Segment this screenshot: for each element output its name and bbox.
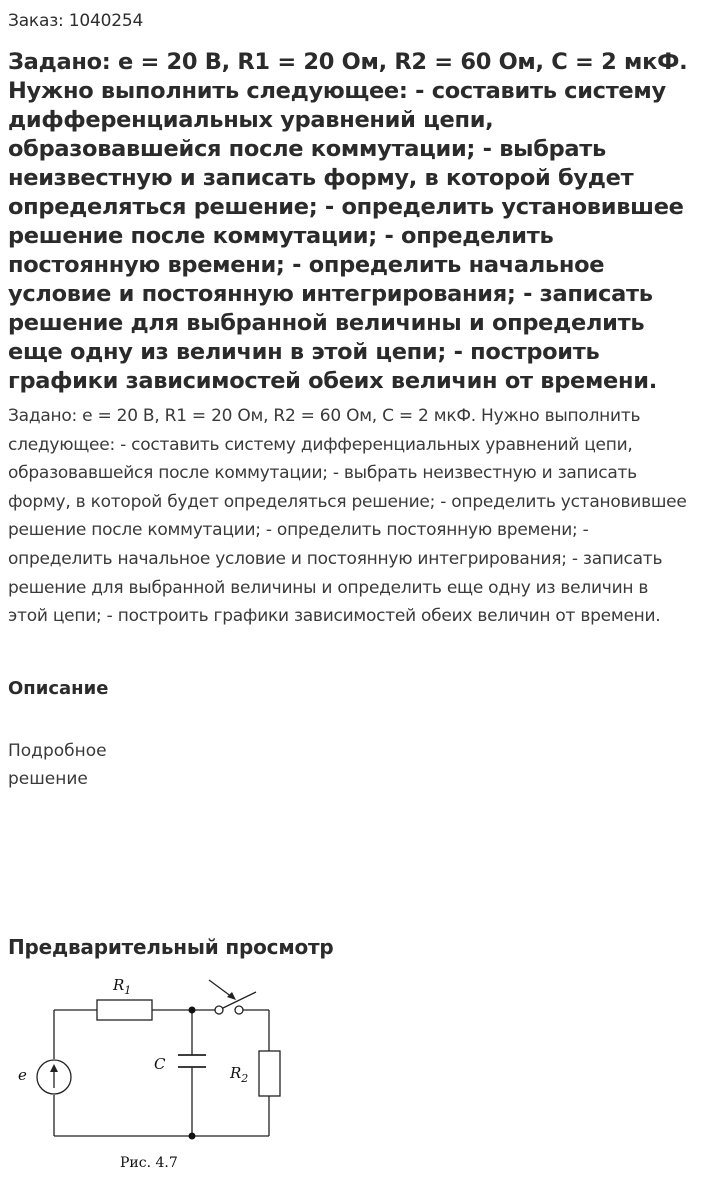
label-r1: $R_1$ bbox=[113, 976, 132, 997]
switch-contact bbox=[215, 1006, 223, 1014]
switch-arrow-head bbox=[227, 992, 236, 1000]
node-dot bbox=[189, 1133, 196, 1140]
node-dot bbox=[189, 1007, 196, 1014]
switch-arrow bbox=[209, 980, 232, 997]
description-heading: Описание bbox=[8, 678, 109, 699]
resistor-r1 bbox=[97, 1000, 152, 1020]
label-r2: $R_2$ bbox=[230, 1064, 249, 1085]
resistor-r2 bbox=[259, 1051, 280, 1096]
label-e: e bbox=[18, 1066, 27, 1084]
page-title: Задано: e = 20 В, R1 = 20 Ом, R2 = 60 Ом, C = 2 мкФ. Нужно выполнить следующее: - составить систему дифференциальных уравнений цепи, образовавшейся после коммутации; - выбрать неизвестную и записать форму, в которой будет определяться решение; - определить установившее решение после коммутации; - определить постоянную времени; - определить начальное условие и постоянную интегрирования; - записать решение для выбранной величины и определить еще одну из величин в этой цепи; - построить графики зависимостей обеих величин от времени. bbox=[8, 49, 688, 394]
task-description: Задано: e = 20 В, R1 = 20 Ом, R2 = 60 Ом, C = 2 мкФ. Нужно выполнить следующее: - составить систему дифференциальных уравнений цепи, образовавшейся после коммутации; - выбрать неизвестную и записать форму, в которой будет определяться решение; - определить установившее решение после коммутации; - определить постоянную времени; - определить начальное условие и постоянную интегрирования; - записать решение для выбранной величины и определить еще одну из величин в этой цепи; - построить графики зависимостей обеих величин от времени. bbox=[8, 406, 687, 627]
description-text: Подробное решение bbox=[8, 741, 107, 789]
preview-heading: Предварительный просмотр bbox=[8, 935, 334, 959]
figure-caption: Рис. 4.7 bbox=[120, 1155, 178, 1171]
source-arrow-head bbox=[50, 1064, 58, 1072]
circuit-diagram bbox=[8, 966, 308, 1181]
label-c: C bbox=[154, 1055, 166, 1073]
order-number: Заказ: 1040254 bbox=[8, 11, 144, 31]
switch-contact bbox=[235, 1006, 243, 1014]
